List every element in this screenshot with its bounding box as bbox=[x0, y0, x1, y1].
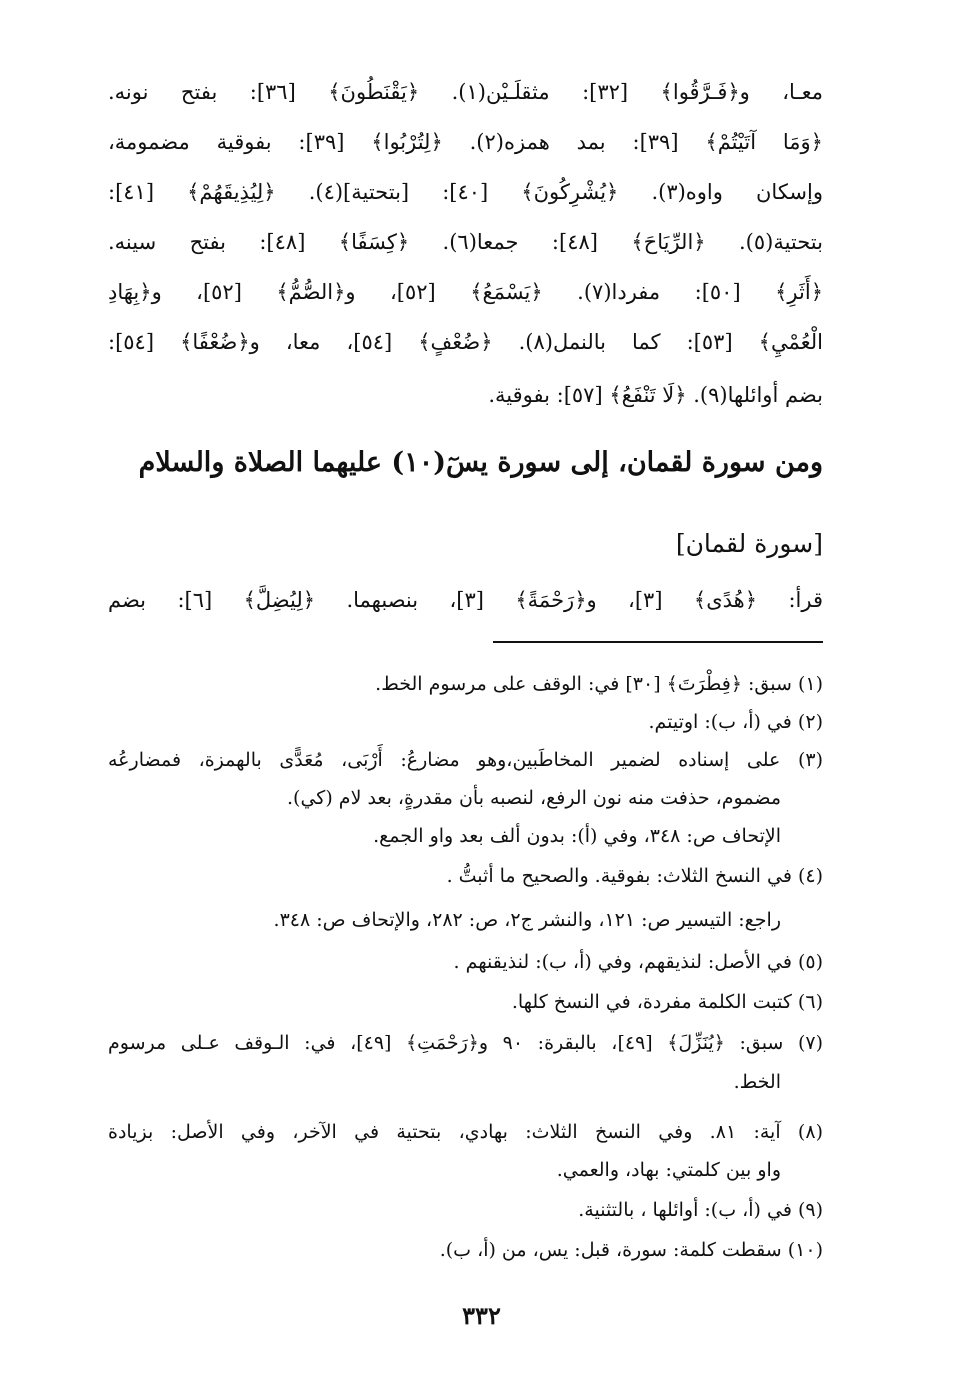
body-line-1: معـا، و﴿فَـرَّقُوا﴾ [٣٢]: مثقلَـيْن(١). ﴿يَقْنَطُونَ﴾ [٣٦]: بفتح نونه. bbox=[108, 80, 823, 104]
footnote-line-15: (١٠) سقطت كلمة: سورة، قبل: يس، من (أ، ب). bbox=[439, 1239, 823, 1261]
section-first-line: قرأ: ﴿هُدًى﴾ [٣]، و﴿رَحْمَةً﴾ [٣]، بنصبهما. ﴿لِيُضِلَّ﴾ [٦]: بضم bbox=[108, 588, 823, 612]
body-line-6: الْعُمْيِ﴾ [٥٣]: كما بالنمل(٨). ﴿ضُعْفٍ﴾ [٥٤]، معا، و﴿ضُعْفًا﴾ [٥٤]: bbox=[108, 330, 823, 354]
body-line-3: وإسكان واوه(٣). ﴿يُشْرِكُونَ﴾ [٤٠]: [بتحتية](٤). ﴿لِيُذِيقَهُمْ﴾ [٤١]: bbox=[108, 180, 823, 204]
footnote-line-3: (٣) على إسناده لضمير المخاطَبين،وهو مضارعُ: أَرْبَى، مُعَدًّى بالهمزة، فمضارعُه bbox=[108, 749, 823, 771]
page-number: ٣٣٢ bbox=[462, 1301, 501, 1330]
footnote-line-14: (٩) في (أ، ب): أوائلها ، بالتثنية. bbox=[578, 1199, 823, 1221]
footnote-line-12: (٨) آية: ٨١. وفي النسخ الثلاث: بهادي، بتحتية في الآخر، وفي الأصل: بزيادة bbox=[108, 1121, 823, 1143]
body-line-7: بضم أوائلها(٩). ﴿لَا تَنْفَعُ﴾ [٥٧]: بفوقية. bbox=[488, 383, 823, 407]
footnote-line-8: (٥) في الأصل: لنذيقهم، وفي (أ، ب): لنذيقنهم . bbox=[453, 951, 823, 973]
surah-subheading: [سورة لقمان] bbox=[675, 529, 823, 558]
footnote-line-7: راجع: التيسير ص: ١٢١، والنشر ج٢، ص: ٢٨٢، والإتحاف ص: ٣٤٨. bbox=[273, 909, 781, 931]
footnote-line-5: الإتحاف ص: ٣٤٨، وفي (أ): بدون ألف بعد واو الجمع. bbox=[373, 825, 781, 847]
body-line-2: ﴿وَمَا آتَيْتُمْ﴾ [٣٩]: بمد همزه(٢). ﴿لِتُرْبُوا﴾ [٣٩]: بفوقية مضمومة، bbox=[108, 130, 823, 154]
footnote-line-4: مضموم، حذفت منه نون الرفع، لنصبه بأن مقدرةٍ، بعد لام (كي). bbox=[287, 787, 781, 809]
footnote-line-2: (٢) في (أ، ب): اوتيتم. bbox=[648, 711, 823, 733]
footnote-line-6: (٤) في النسخ الثلاث: بفوقية. والصحيح ما أثبتُّ . bbox=[446, 865, 823, 887]
section-heading: ومن سورة لقمان، إلى سورة يسٓ(١٠) عليهما الصلاة والسلام bbox=[138, 447, 823, 478]
footnote-line-10: (٧) سبق: ﴿يُنَزِّلَ﴾ [٤٩]، بالبقرة: ٩٠ و﴿رَحْمَتِ﴾ [٤٩]، في: الـوقف عـلى مرسوم bbox=[108, 1032, 823, 1054]
footnote-line-13: واو بين كلمتي: بهاد، والعمي. bbox=[556, 1159, 781, 1181]
footnote-divider bbox=[493, 641, 823, 643]
body-line-5: ﴿أَثَرِ﴾ [٥٠]: مفردا(٧). ﴿يَسْمَعُ﴾ [٥٢]، و﴿الصُّمُّ﴾ [٥٢]، و﴿بِهَادِ bbox=[108, 280, 823, 304]
footnote-line-9: (٦) كتبت الكلمة مفردة، في النسخ كلها. bbox=[511, 991, 823, 1013]
footnote-line-11: الخط. bbox=[733, 1071, 781, 1093]
body-line-4: بتحتية(٥). ﴿الرِّيَاحَ﴾ [٤٨]: جمعا(٦). ﴿كِسَفًا﴾ [٤٨]: بفتح سينه. bbox=[108, 230, 823, 254]
footnote-line-1: (١) سبق: ﴿فِطْرَتَ﴾ [٣٠] في: الوقف على مرسوم الخط. bbox=[375, 673, 823, 695]
